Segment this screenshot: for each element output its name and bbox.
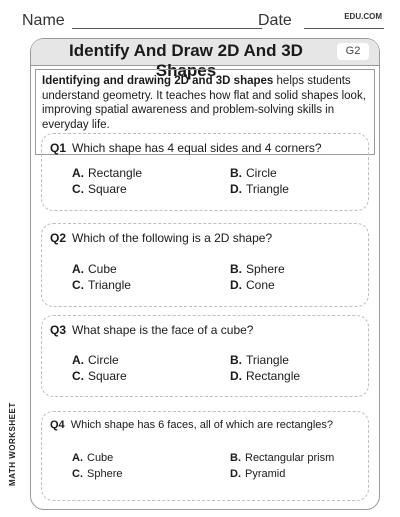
option-a[interactable]: A. Circle (72, 353, 119, 367)
option-c[interactable]: C. Square (72, 182, 127, 196)
header (14, 12, 386, 34)
option-b[interactable]: B. Circle (230, 166, 277, 180)
intro-bold: Identifying and drawing 2D and 3D shapes (42, 75, 274, 87)
question-card-q4 (41, 411, 369, 501)
question-card-q3 (41, 315, 369, 397)
name-line[interactable] (72, 28, 262, 29)
question-card-q2 (41, 223, 369, 307)
question-text: What shape is the face of a cube? (72, 323, 254, 337)
option-c[interactable]: C. Square (72, 369, 127, 383)
date-line[interactable] (304, 28, 384, 29)
option-d[interactable]: D. Cone (230, 278, 275, 292)
date-label: Date (258, 12, 292, 29)
intro-text: helps students understand geometry. It teaches how flat and solid shapes look, improving spatial awareness and problem-solving skills in everyday life. (42, 75, 366, 131)
question-number: Q4 (50, 419, 65, 431)
question-number: Q2 (50, 231, 67, 245)
worksheet-card (30, 38, 380, 510)
option-a[interactable]: A. Rectangle (72, 166, 143, 180)
question-number: Q1 (50, 141, 67, 155)
option-c[interactable]: C. Triangle (72, 278, 131, 292)
option-d[interactable]: D. Rectangle (230, 369, 301, 383)
option-b[interactable]: B. Rectangular prism (230, 452, 335, 464)
option-a[interactable]: A. Cube (72, 262, 117, 276)
question-text: Which shape has 6 faces, all of which are rectangles? (70, 419, 333, 431)
option-d[interactable]: D. Triangle (230, 182, 289, 196)
question-text: Which of the following is a 2D shape? (72, 231, 273, 245)
grade-badge: G2 (337, 43, 369, 60)
option-c[interactable]: C. Sphere (72, 468, 123, 480)
name-label: Name (22, 12, 65, 29)
side-label: MATH WORKSHEET (8, 402, 17, 486)
option-b[interactable]: B. Triangle (230, 353, 289, 367)
worksheet-title: Identify And Draw 2D And 3D Shapes (69, 41, 303, 80)
option-d[interactable]: D. Pyramid (230, 468, 286, 480)
option-a[interactable]: A. Cube (72, 452, 114, 464)
title-bar (31, 39, 379, 80)
question-number: Q3 (50, 323, 67, 337)
brand-logo: EDU.COM (344, 12, 382, 21)
question-text: Which shape has 4 equal sides and 4 corners? (72, 141, 322, 155)
question-card-q1 (41, 133, 369, 211)
option-b[interactable]: B. Sphere (230, 262, 285, 276)
